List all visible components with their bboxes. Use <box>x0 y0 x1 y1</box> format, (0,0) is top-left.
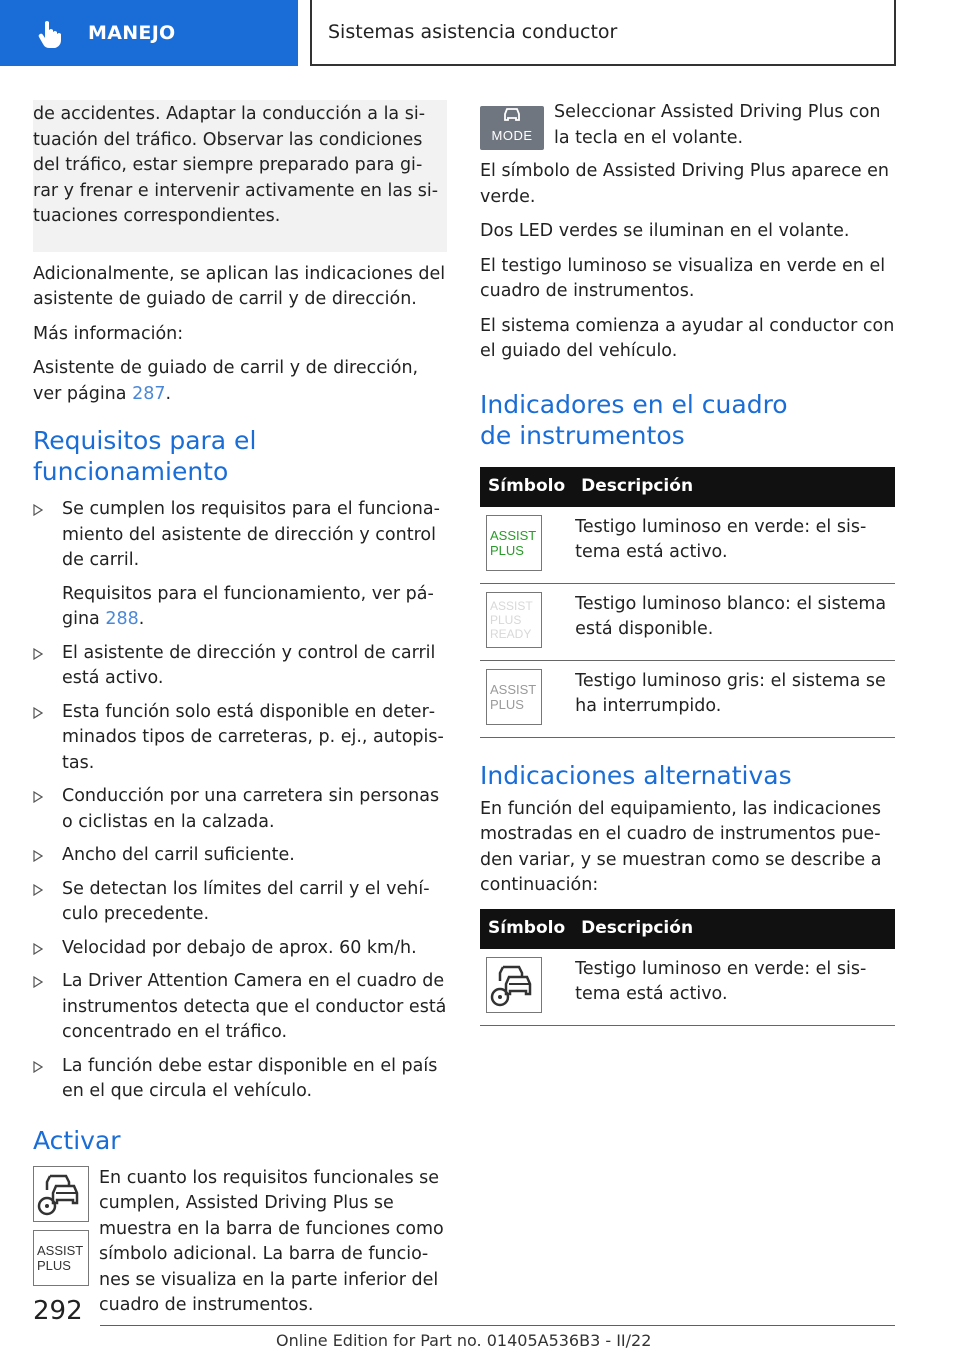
paragraph-reference: Asistente de guiado de carril y de dirección, ver página 287. <box>33 358 419 404</box>
assist-plus-indicator-icon: ASSIST PLUS READY <box>486 592 542 648</box>
section-title: MANEJO <box>88 22 176 44</box>
assisted-driving-icon <box>486 957 542 1013</box>
sub-reference: Requisitos para el funcionamiento, ver página 288. <box>62 583 434 629</box>
list-item: Esta función solo está disponible en determinados tipos de carreteras, p. ej., autopistas. <box>33 700 447 777</box>
assist-plus-indicator-icon: ASSIST PLUS <box>486 515 542 571</box>
left-column <box>33 100 447 1319</box>
activar-text: En cuanto los requisitos funcionales se cumplen, Assisted Driving Plus se muestra en la barra de funciones como símbolo adicional. La barra de funciones se visualiza en la parte inferior del cuadro de instrumentos. <box>99 1167 444 1315</box>
assist-plus-indicator-icon: ASSIST PLUS <box>486 669 542 725</box>
mode-button[interactable]: MODE <box>480 106 544 150</box>
hand-pointer-icon <box>36 18 66 48</box>
bullet-triangle-icon <box>33 648 43 660</box>
activar-section <box>33 1166 447 1319</box>
bullet-triangle-icon <box>33 850 43 862</box>
paragraph-more-info: Más información: <box>33 323 184 344</box>
cars-steering-icon <box>36 1170 86 1218</box>
col-symbol: Símbolo <box>480 467 573 507</box>
mode-text: Seleccionar Assisted Driving Plus con la tecla en el volante. <box>554 102 881 148</box>
heading-alternativas: Indicaciones alternativas <box>480 760 792 790</box>
bullet-triangle-icon <box>33 504 43 516</box>
table-row <box>480 949 895 1026</box>
col-description: Descripción <box>573 467 895 507</box>
list-item: La Driver Attention Camera en el cuadro de instrumentos detecta que el conductor está concentrado en el tráfico. <box>33 969 447 1046</box>
table-row <box>480 660 895 737</box>
paragraph-symbol-green: El símbolo de Assisted Driving Plus aparece en verde. <box>480 161 890 207</box>
right-column <box>480 100 895 1026</box>
col-symbol: Símbolo <box>480 909 573 949</box>
edition-text: Online Edition for Part no. 01405A536B3 - II/22 <box>276 1331 652 1350</box>
bullet-triangle-icon <box>33 943 43 955</box>
list-item: Conducción por una carretera sin personas o ciclistas en la calzada. <box>33 784 447 835</box>
bullet-triangle-icon <box>33 884 43 896</box>
row-description: Testigo luminoso gris: el sistema se ha interrumpido. <box>573 660 895 737</box>
assisted-driving-icon <box>33 1166 89 1222</box>
heading-indicadores: Indicadores en el cuadro de instrumentos <box>480 389 788 450</box>
footer-divider <box>100 1325 895 1326</box>
mode-instruction <box>480 100 895 151</box>
page-link-287[interactable]: 287 <box>132 383 166 404</box>
cars-steering-icon <box>489 961 539 1009</box>
list-item: Velocidad por debajo de aprox. 60 km/h. <box>33 936 447 962</box>
chapter-header <box>310 0 896 66</box>
page-link-288[interactable]: 288 <box>105 609 139 629</box>
alternatives-table <box>480 909 895 1026</box>
indicators-table <box>480 467 895 738</box>
heading-activar: Activar <box>33 1125 121 1155</box>
heading-requisitos: Requisitos para el funcionamiento <box>33 426 257 486</box>
section-tab[interactable] <box>0 0 298 66</box>
table-row <box>480 583 895 660</box>
warning-continuation-box <box>33 100 447 252</box>
bullet-triangle-icon <box>33 707 43 719</box>
table-row <box>480 507 895 584</box>
bullet-triangle-icon <box>33 791 43 803</box>
paragraph-led: Dos LED verdes se iluminan en el volante. <box>480 221 850 241</box>
bullet-triangle-icon <box>33 1061 43 1073</box>
requirements-list <box>33 497 447 1105</box>
page-number: 292 <box>33 1296 83 1326</box>
list-item: La función debe estar disponible en el país en el que circula el vehículo. <box>33 1054 447 1105</box>
list-item: El asistente de dirección y control de carril está activo. <box>33 641 447 692</box>
list-item: Ancho del carril suficiente. <box>33 843 447 869</box>
warning-text: de accidentes. Adaptar la conducción a la situación del tráfico. Observar las condiciones del tráfico, estar siempre preparado para girar y frenar e intervenir activamente en las situaciones correspondientes. <box>33 104 439 226</box>
row-description: Testigo luminoso blanco: el sistema está disponible. <box>573 583 895 660</box>
bullet-triangle-icon <box>33 976 43 988</box>
col-description: Descripción <box>573 909 895 949</box>
list-item: Se detectan los límites del carril y el vehículo precedente. <box>33 877 447 928</box>
paragraph-indicator: El testigo luminoso se visualiza en verde en el cuadro de instrumentos. <box>480 255 886 301</box>
row-description: Testigo luminoso en verde: el sistema está activo. <box>573 949 895 1026</box>
paragraph-indications: Adicionalmente, se aplican las indicaciones del asistente de guiado de carril y de dirección. <box>33 263 446 309</box>
paragraph-system-starts: El sistema comienza a ayudar al conductor con el guiado del vehículo. <box>480 315 895 361</box>
chapter-title: Sistemas asistencia conductor <box>328 21 618 43</box>
alternatives-text: En función del equipamiento, las indicaciones mostradas en el cuadro de instrumentos pueden variar, y se muestran como se describe a continuación: <box>480 798 882 895</box>
row-description: Testigo luminoso en verde: el sistema está activo. <box>573 507 895 584</box>
assist-plus-icon: ASSIST PLUS <box>33 1230 89 1286</box>
car-mode-icon <box>501 107 523 123</box>
list-item: Se cumplen los requisitos para el funcionamiento del asistente de dirección y control de carril. Requisitos para el funcionamiento, ver página 288. <box>33 497 447 633</box>
